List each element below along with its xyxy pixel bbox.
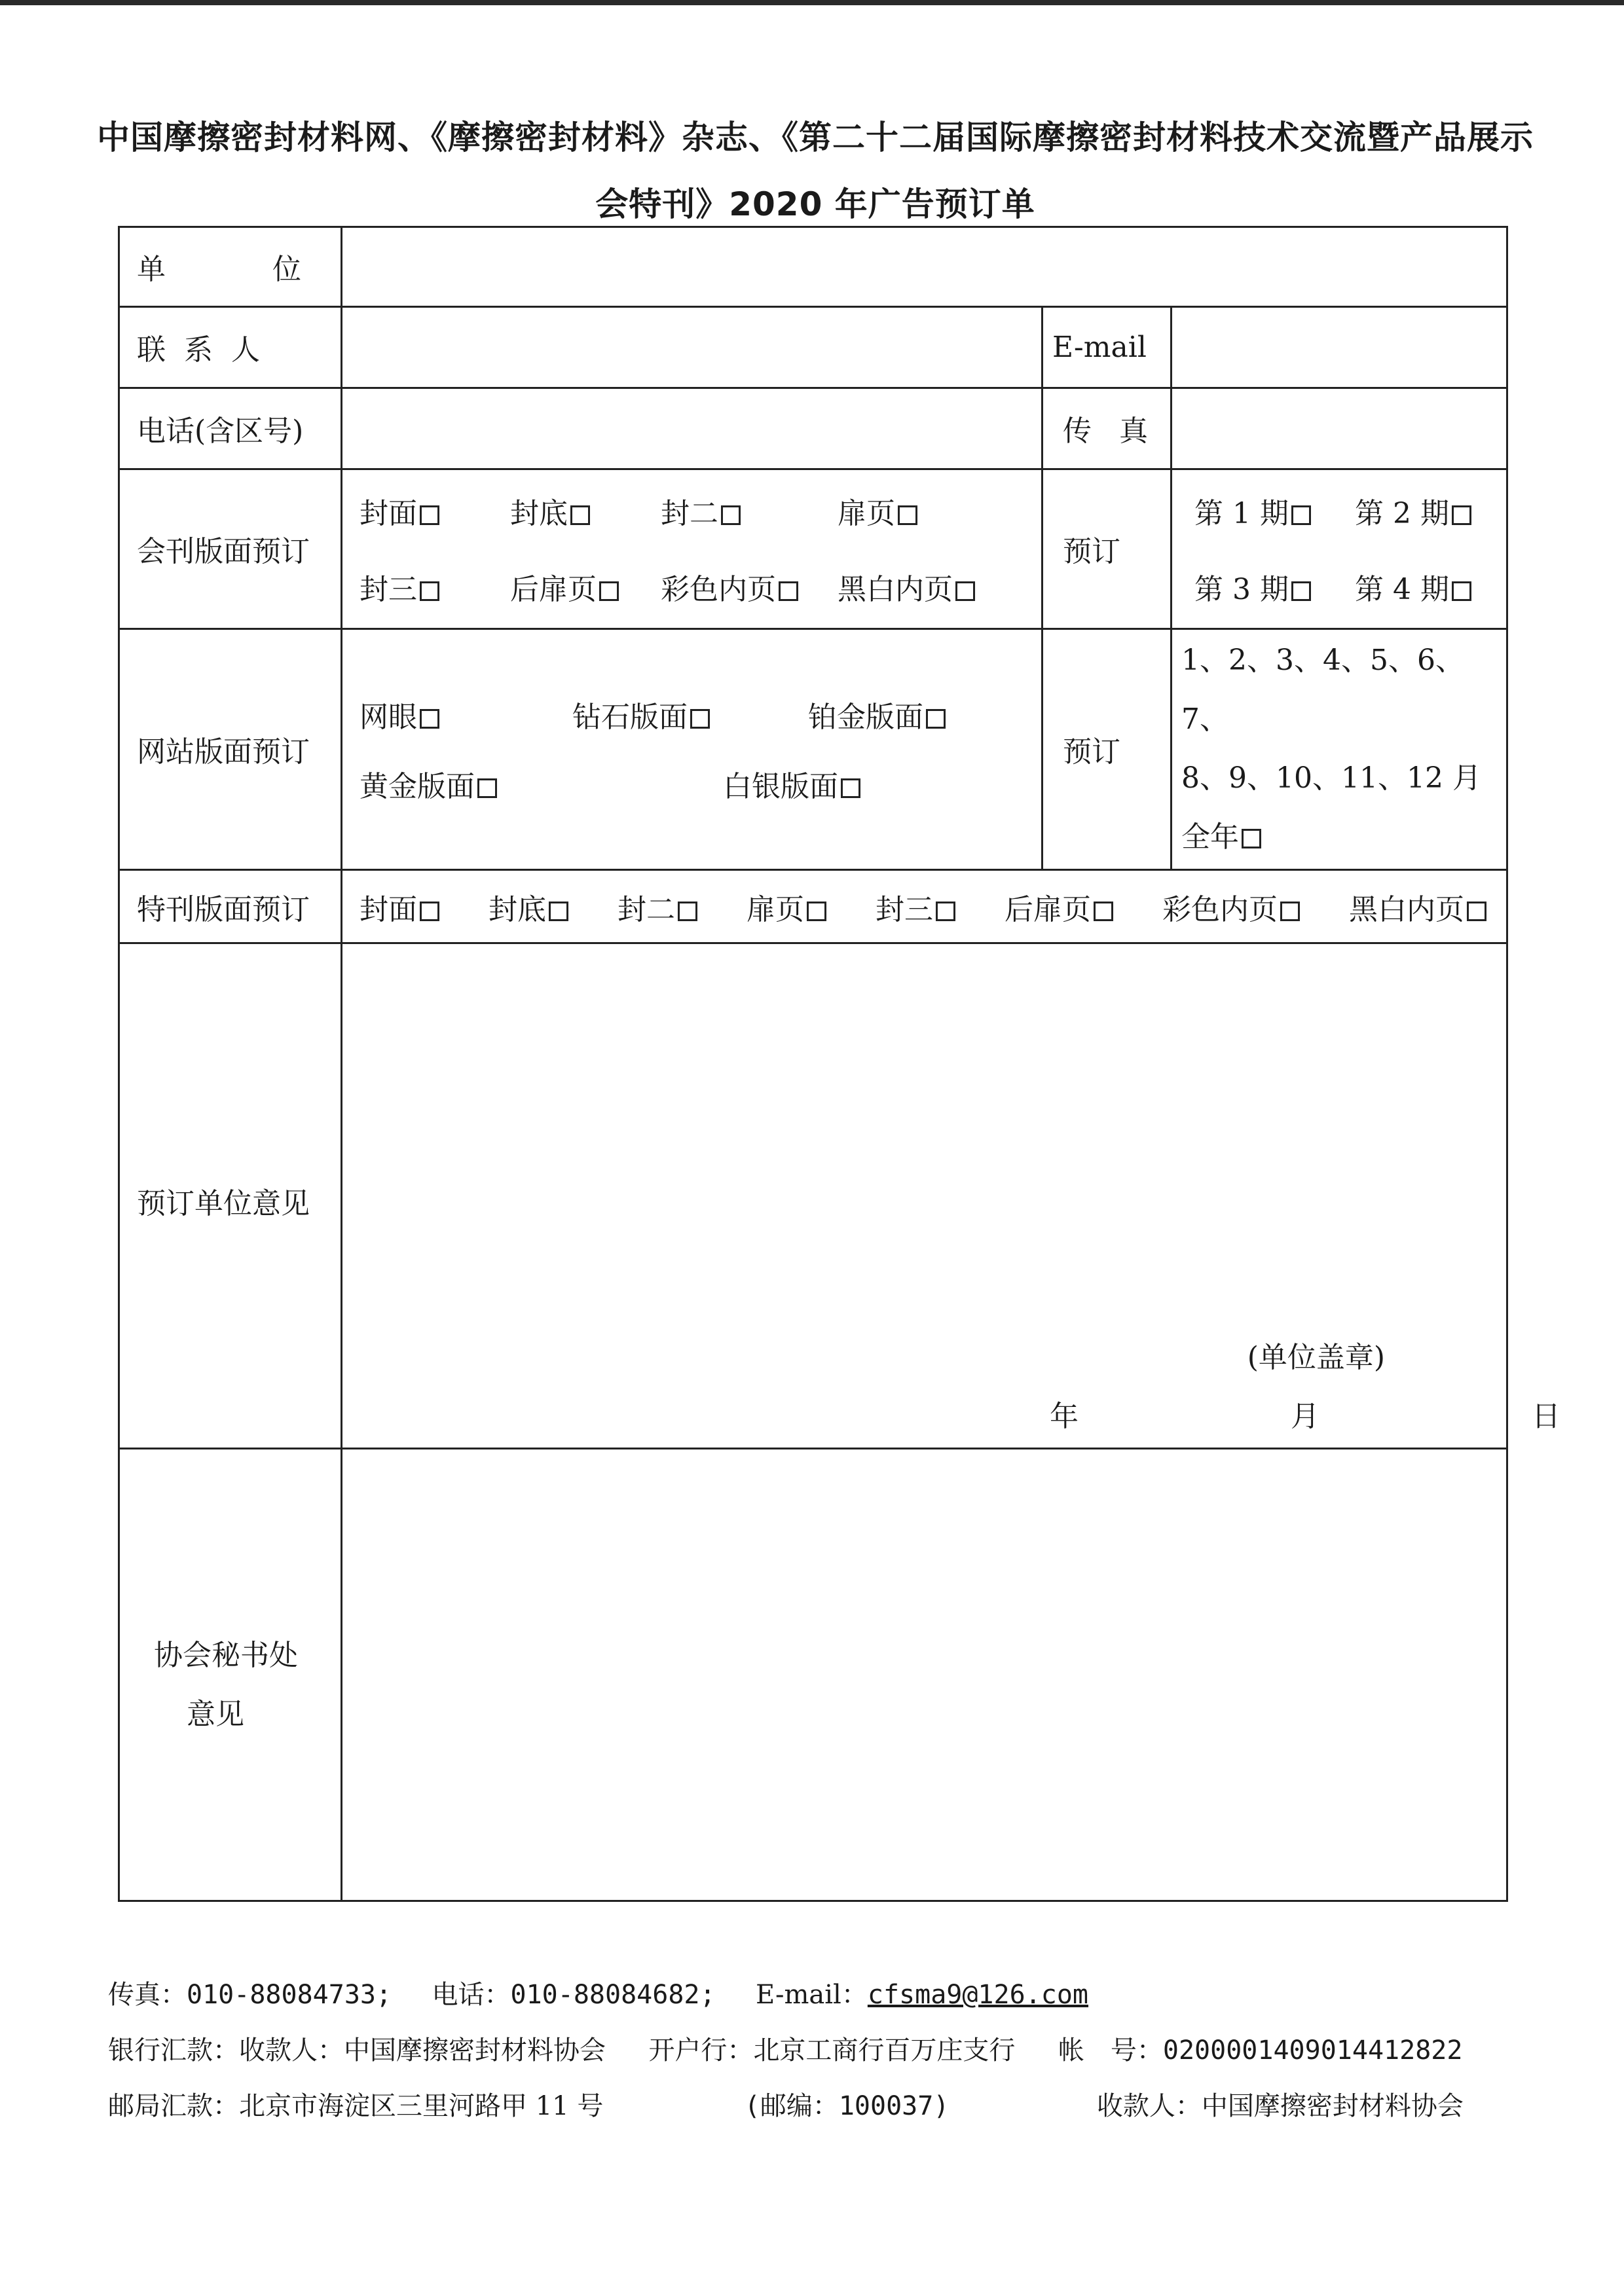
website-option-gold[interactable]: 黄金版面: [360, 763, 572, 805]
email-label: E-mail: [1043, 306, 1172, 388]
checkbox[interactable]: [807, 902, 826, 921]
special-options-cell: [342, 870, 1507, 943]
footer-post-label: 邮局汇款：: [108, 2091, 239, 2121]
issue-4-option[interactable]: 第 4 期: [1355, 566, 1525, 608]
phone-label: 电话(含区号): [119, 388, 342, 469]
contact-label-char: 人: [231, 333, 260, 367]
checkbox[interactable]: [420, 902, 439, 921]
checkbox[interactable]: [549, 902, 568, 921]
row-phone: [119, 388, 1507, 469]
footer-payee-label: 收款人：: [239, 2035, 344, 2066]
checkbox[interactable]: [1280, 902, 1300, 921]
seal-label: (单位盖章): [1247, 1341, 1386, 1375]
footer-post-payee-value: 中国摩擦密封材料协会: [1201, 2091, 1464, 2121]
journal-option-inside-front[interactable]: 封二: [661, 490, 838, 532]
checkbox[interactable]: [477, 778, 497, 798]
row-website: [119, 629, 1507, 870]
form-title-line1: 中国摩擦密封材料网、《摩擦密封材料》杂志、《第二十二届国际摩擦密封材料技术交流暨产品展示: [97, 118, 1534, 156]
special-option-title-page[interactable]: 扉页: [747, 886, 826, 928]
checkbox[interactable]: [898, 505, 917, 525]
footer-postcode: (邮编：100037): [744, 2091, 950, 2121]
contact-label-char: 联: [137, 333, 166, 367]
checkbox[interactable]: [1467, 902, 1486, 921]
website-order-label: 预订: [1043, 629, 1172, 870]
row-opinion: [119, 943, 1507, 1449]
journal-order-label: 预订: [1043, 469, 1172, 629]
date-day: 日: [1532, 1400, 1560, 1434]
row-unit: [119, 227, 1507, 307]
checkbox[interactable]: [690, 709, 710, 729]
checkbox[interactable]: [721, 505, 741, 525]
journal-issues-cell: [1172, 469, 1507, 629]
opinion-field[interactable]: [342, 943, 1560, 1449]
footer-fax-value: 010-88084733;: [187, 1980, 392, 2010]
checkbox[interactable]: [779, 581, 798, 601]
special-option-bw-page[interactable]: 黑白内页: [1349, 886, 1486, 928]
unit-label-char: 单: [137, 253, 166, 287]
footer-account-label: 帐 号：: [1058, 2035, 1163, 2066]
journal-option-back-title-page[interactable]: 后扉页: [510, 566, 661, 608]
contact-label-cell: [119, 306, 342, 388]
row-special: [119, 870, 1507, 943]
checkbox[interactable]: [420, 709, 439, 729]
checkbox[interactable]: [570, 505, 590, 525]
date-year: 年: [1050, 1400, 1079, 1434]
journal-option-title-page[interactable]: 扉页: [838, 490, 1027, 532]
checkbox[interactable]: [1242, 829, 1261, 848]
fax-label-cell: [1043, 388, 1172, 469]
email-field[interactable]: [1172, 306, 1507, 388]
special-option-back-cover[interactable]: 封底: [489, 886, 568, 928]
row-secretariat: [119, 1449, 1507, 1901]
checkbox[interactable]: [1452, 581, 1471, 601]
issue-3-option[interactable]: 第 3 期: [1194, 566, 1355, 608]
checkbox[interactable]: [1094, 902, 1113, 921]
row-journal: [119, 469, 1507, 629]
row-contact: [119, 306, 1507, 388]
secretariat-label-cell: [119, 1449, 342, 1901]
form-title-line2: 会特刊》2020 年广告预订单: [595, 185, 1035, 223]
footer-phone-label: 电话：: [432, 1980, 511, 2010]
journal-options-cell: [342, 469, 1043, 629]
journal-option-color-page[interactable]: 彩色内页: [661, 566, 838, 608]
date-line: [1050, 1393, 1560, 1434]
special-option-cover[interactable]: 封面: [360, 886, 439, 928]
fax-field[interactable]: [1172, 388, 1507, 469]
footer-payee-value: 中国摩擦密封材料协会: [344, 2035, 606, 2066]
footer-bank-name-value: 北京工商行百万庄支行: [753, 2035, 1016, 2066]
opinion-label: 预订单位意见: [119, 943, 342, 1449]
special-option-color-page[interactable]: 彩色内页: [1162, 886, 1300, 928]
journal-label: 会刊版面预订: [119, 469, 342, 629]
website-option-platinum[interactable]: 铂金版面: [808, 693, 1005, 735]
journal-option-cover[interactable]: 封面: [360, 490, 510, 532]
unit-field[interactable]: [342, 227, 1507, 307]
checkbox[interactable]: [420, 505, 439, 525]
checkbox[interactable]: [936, 902, 955, 921]
secretariat-field[interactable]: [342, 1449, 1507, 1901]
special-option-back-title-page[interactable]: 后扉页: [1005, 886, 1113, 928]
footer-post-payee-label: 收款人：: [1096, 2091, 1202, 2121]
top-border-line: [0, 0, 1624, 5]
fullyear-option[interactable]: 全年: [1181, 808, 1261, 867]
footer-fax-label: 传真：: [108, 1980, 187, 2010]
footer-phone-value: 010-88084682;: [510, 1980, 716, 2010]
footer-post-address: 北京市海淀区三里河路甲 11 号: [239, 2091, 604, 2121]
unit-label-char: 位: [272, 253, 301, 287]
footer-contact-line: [108, 1974, 1088, 2011]
checkbox[interactable]: [678, 902, 697, 921]
unit-label-cell: [119, 227, 342, 307]
months-line2: 8、9、10、11、12 月: [1181, 761, 1481, 795]
journal-option-bw-page[interactable]: 黑白内页: [838, 566, 1027, 608]
checkbox[interactable]: [841, 778, 860, 798]
phone-field[interactable]: [342, 388, 1043, 469]
journal-option-inside-back[interactable]: 封三: [360, 566, 510, 608]
fax-label-char: 真: [1118, 414, 1148, 448]
fax-label-char: 传: [1063, 414, 1092, 448]
checkbox[interactable]: [955, 581, 975, 601]
issue-2-option[interactable]: 第 2 期: [1355, 490, 1525, 532]
special-option-inside-back[interactable]: 封三: [876, 886, 955, 928]
checkbox[interactable]: [420, 581, 439, 601]
special-option-inside-front[interactable]: 封二: [618, 886, 697, 928]
date-month: 月: [1291, 1400, 1320, 1434]
ad-order-form-table: [118, 226, 1560, 1902]
website-option-mesh[interactable]: 网眼: [360, 693, 572, 735]
website-label: 网站版面预订: [119, 629, 342, 870]
checkbox[interactable]: [926, 709, 946, 729]
contact-label-char: 系: [183, 333, 213, 367]
issue-1-option[interactable]: 第 1 期: [1194, 490, 1355, 532]
website-options-cell: [342, 629, 1043, 870]
journal-option-back-cover[interactable]: 封底: [510, 490, 661, 532]
footer-account-value: 0200001409014412822: [1162, 2035, 1463, 2066]
contact-field[interactable]: [342, 306, 1043, 388]
website-months-cell: [1172, 629, 1507, 870]
website-option-silver[interactable]: 白银版面: [723, 763, 1005, 805]
footer-email-label: E-mail：: [756, 1980, 868, 2010]
footer-email-link[interactable]: cfsma9@126.com: [867, 1980, 1089, 2010]
footer-post-line: [108, 2085, 1464, 2123]
footer-bank-name-label: 开户行：: [648, 2035, 754, 2066]
checkbox[interactable]: [599, 581, 619, 601]
footer-bank-label: 银行汇款：: [108, 2035, 239, 2066]
checkbox[interactable]: [1291, 581, 1311, 601]
secretariat-label-line2: 意见: [187, 1698, 244, 1732]
checkbox[interactable]: [1452, 505, 1471, 525]
secretariat-label-line1: 协会秘书处: [154, 1639, 298, 1673]
special-label: 特刊版面预订: [119, 870, 342, 943]
checkbox[interactable]: [1291, 505, 1311, 525]
footer-bank-line: [108, 2030, 1462, 2067]
months-line1: 1、2、3、4、5、6、7、: [1181, 644, 1464, 737]
website-option-diamond[interactable]: 钻石版面: [572, 693, 808, 735]
